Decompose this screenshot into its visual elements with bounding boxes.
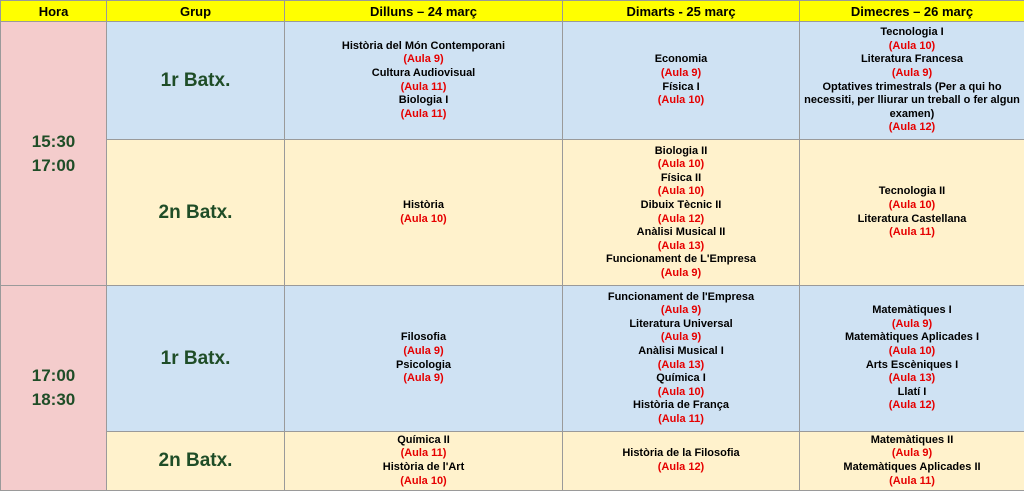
cell-dimarts bbox=[563, 140, 800, 286]
group-label: 1r Batx. bbox=[107, 286, 285, 432]
room-label: (Aula 11) bbox=[889, 226, 935, 239]
room-label: (Aula 10) bbox=[888, 198, 936, 211]
cell-dilluns bbox=[285, 432, 563, 491]
room-label: (Aula 13) bbox=[657, 358, 705, 371]
table-row bbox=[1, 432, 1024, 491]
subject-name: Arts Escèniques I bbox=[865, 358, 959, 371]
time-end: 17:00 bbox=[31, 155, 76, 175]
subject-name: Física II bbox=[660, 171, 702, 184]
room-label: (Aula 9) bbox=[891, 447, 933, 460]
time-start: 17:00 bbox=[31, 366, 76, 385]
subject-name: Economia bbox=[654, 53, 708, 66]
subject-name: Història del Món Contemporani bbox=[341, 39, 506, 52]
room-label: (Aula 10) bbox=[888, 39, 936, 52]
room-label: (Aula 13) bbox=[657, 239, 705, 252]
cell-dimarts bbox=[563, 432, 800, 491]
room-label: (Aula 10) bbox=[657, 385, 705, 398]
cell-dilluns bbox=[285, 22, 563, 140]
room-label: (Aula 11) bbox=[400, 447, 447, 460]
room-label: (Aula 9) bbox=[660, 304, 702, 317]
header-dilluns: Dilluns – 24 març bbox=[285, 1, 563, 22]
room-label: (Aula 10) bbox=[657, 94, 705, 107]
room-label: (Aula 9) bbox=[891, 317, 933, 330]
room-label: (Aula 12) bbox=[888, 121, 936, 134]
subject-name: Biologia I bbox=[398, 94, 449, 107]
subject-name: Optatives trimestrals (Per a qui ho necessiti, per lliurar un treball o fer algun examen) bbox=[804, 80, 1020, 120]
room-label: (Aula 9) bbox=[891, 66, 933, 79]
cell-dimecres bbox=[800, 140, 1024, 286]
time-slot-2 bbox=[1, 286, 107, 491]
header-row bbox=[1, 1, 1024, 22]
subject-name: Matemàtiques II bbox=[870, 433, 954, 446]
room-label: (Aula 9) bbox=[660, 266, 702, 279]
subject-name: Tecnologia II bbox=[878, 185, 946, 198]
subject-name: Història de la Filosofia bbox=[622, 447, 740, 460]
room-label: (Aula 9) bbox=[403, 372, 444, 385]
header-dimecres: Dimecres – 26 març bbox=[800, 1, 1024, 22]
subject-name: Matemàtiques Aplicades I bbox=[844, 331, 980, 344]
cell-dimecres bbox=[800, 286, 1024, 432]
subject-name: Anàlisi Musical II bbox=[636, 226, 726, 239]
header-grup: Grup bbox=[107, 1, 285, 22]
room-label: (Aula 12) bbox=[888, 399, 936, 412]
time-start: 15:30 bbox=[31, 131, 76, 151]
group-label: 1r Batx. bbox=[107, 22, 285, 140]
room-label: (Aula 10) bbox=[400, 474, 447, 487]
subject-name: Literatura Francesa bbox=[860, 53, 964, 66]
room-label: (Aula 10) bbox=[400, 212, 447, 225]
cell-dilluns bbox=[285, 286, 563, 432]
room-label: (Aula 12) bbox=[657, 212, 705, 225]
header-dimarts: Dimarts - 25 març bbox=[563, 1, 800, 22]
subject-name: Biologia II bbox=[654, 144, 708, 157]
room-label: (Aula 10) bbox=[657, 158, 705, 171]
subject-name: Anàlisi Musical I bbox=[638, 344, 724, 357]
time-end: 18:30 bbox=[31, 390, 76, 409]
room-label: (Aula 10) bbox=[657, 185, 705, 198]
cell-dimecres bbox=[800, 432, 1024, 491]
table-row bbox=[1, 140, 1024, 286]
subject-name: Llatí I bbox=[897, 385, 927, 398]
cell-dimarts bbox=[563, 22, 800, 140]
group-label: 2n Batx. bbox=[107, 432, 285, 491]
subject-name: Química II bbox=[397, 433, 450, 446]
room-label: (Aula 11) bbox=[400, 80, 447, 93]
cell-dimecres bbox=[800, 22, 1024, 140]
room-label: (Aula 9) bbox=[403, 344, 444, 357]
subject-name: Matemàtiques I bbox=[872, 304, 952, 317]
subject-name: Física I bbox=[662, 80, 700, 93]
subject-name: Funcionament de L'Empresa bbox=[606, 253, 756, 266]
subject-name: Filosofia bbox=[400, 331, 447, 344]
room-label: (Aula 13) bbox=[888, 372, 936, 385]
subject-name: Tecnologia I bbox=[880, 26, 944, 39]
header-hora: Hora bbox=[1, 1, 107, 22]
subject-name: Funcionament de l'Empresa bbox=[607, 290, 755, 303]
room-label: (Aula 9) bbox=[660, 331, 702, 344]
subject-name: Dibuix Tècnic II bbox=[640, 198, 722, 211]
room-label: (Aula 11) bbox=[889, 474, 935, 487]
subject-name: Literatura Universal bbox=[629, 317, 733, 330]
subject-name: Matemàtiques Aplicades II bbox=[843, 461, 981, 473]
room-label: (Aula 11) bbox=[400, 107, 447, 120]
cell-dilluns bbox=[285, 140, 563, 286]
subject-name: Història de França bbox=[633, 399, 729, 412]
subject-name: Cultura Audiovisual bbox=[371, 66, 476, 79]
room-label: (Aula 11) bbox=[658, 412, 704, 425]
subject-name: Història de l'Art bbox=[382, 461, 465, 473]
room-label: (Aula 12) bbox=[657, 461, 705, 473]
table-row bbox=[1, 22, 1024, 140]
subject-name: Literatura Castellana bbox=[857, 212, 967, 225]
room-label: (Aula 9) bbox=[660, 66, 702, 79]
subject-name: Química I bbox=[656, 372, 706, 385]
room-label: (Aula 10) bbox=[888, 344, 936, 357]
time-slot-1 bbox=[1, 22, 107, 286]
cell-dimarts bbox=[563, 286, 800, 432]
table-row bbox=[1, 286, 1024, 432]
room-label: (Aula 9) bbox=[403, 53, 444, 66]
subject-name: Història bbox=[403, 198, 444, 211]
group-label: 2n Batx. bbox=[107, 140, 285, 286]
subject-name: Psicologia bbox=[395, 358, 452, 371]
